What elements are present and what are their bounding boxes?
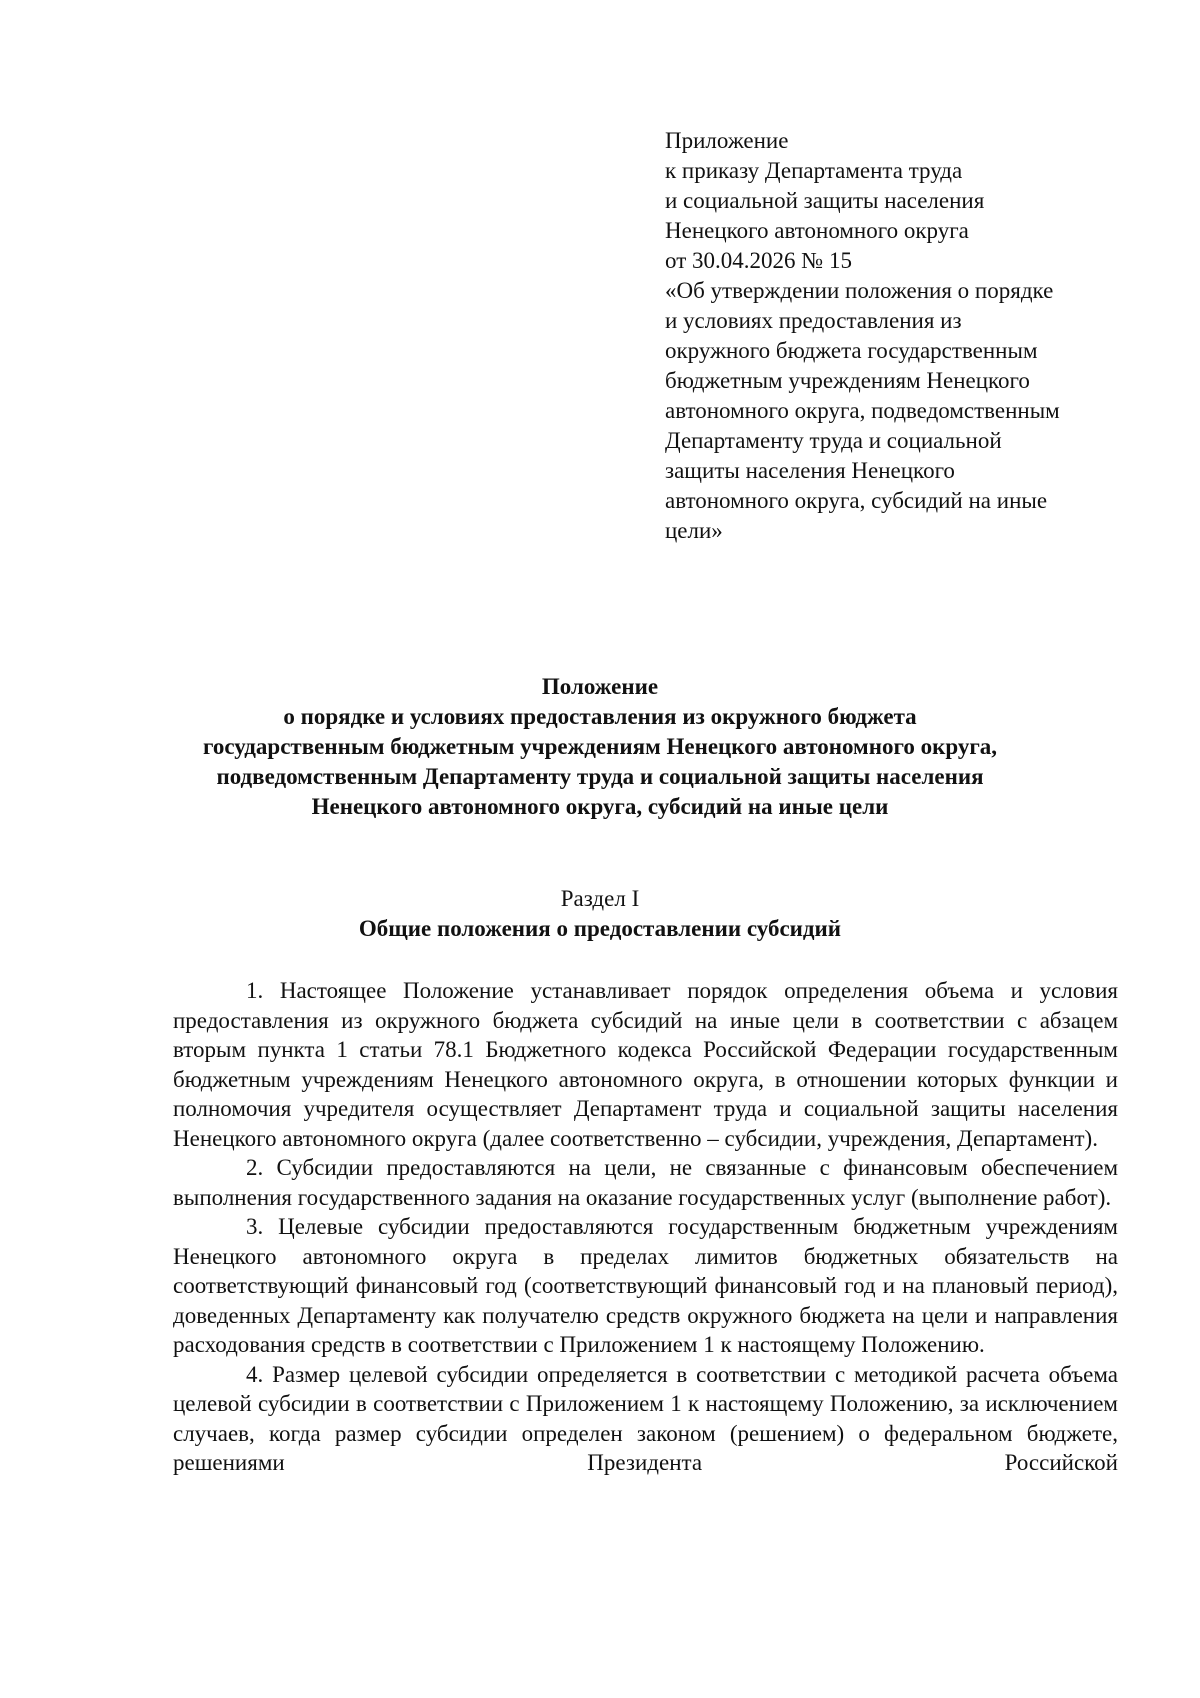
appendix-line: к приказу Департамента труда	[665, 158, 963, 183]
appendix-line: от 30.04.2026 № 15	[665, 248, 852, 273]
title-line: государственным бюджетным учреждениям Ненецкого автономного округа,	[202, 734, 998, 759]
appendix-line: бюджетным учреждениям Ненецкого	[665, 368, 1030, 393]
title-line: о порядке и условиях предоставления из окружного бюджета	[283, 704, 917, 729]
appendix-line: «Об утверждении положения о порядке	[665, 278, 1054, 303]
body-text	[173, 976, 1118, 1478]
appendix-line: Департаменту труда и социальной	[665, 428, 1002, 453]
section-label: Раздел I	[560, 886, 640, 911]
paragraph: 1. Настоящее Положение устанавливает порядок определения объема и условия предоставления из окружного бюджета субсидий на иные цели в соответствии с абзацем вторым пункта 1 статьи 78.1 Бюджетного кодекса Российской Федерации государственным бюджетным учреждениям Ненецкого автономного округа, в отношении которых функции и полномочия учредителя осуществляет Департамент труда и социальной защиты населения Ненецкого автономного округа (далее соответственно – субсидии, учреждения, Департамент).	[173, 978, 1118, 1151]
appendix-line: автономного округа, субсидий на иные	[665, 488, 1048, 513]
appendix-line: и социальной защиты населения	[665, 188, 985, 213]
appendix-header	[665, 126, 1135, 546]
paragraph: 3. Целевые субсидии предоставляются государственным бюджетным учреждениям Ненецкого автономного округа в пределах лимитов бюджетных обязательств на соответствующий финансовый год (соответствующий финансовый год и на плановый период), доведенных Департаменту как получателю средств окружного бюджета на цели и направления расходования средств в соответствии с Приложением 1 к настоящему Положению.	[173, 1214, 1118, 1357]
appendix-line: автономного округа, подведомственным	[665, 398, 1060, 423]
appendix-line: окружного бюджета государственным	[665, 338, 1038, 363]
appendix-line: Ненецкого автономного округа	[665, 218, 969, 243]
title-line: подведомственным Департаменту труда и социальной защиты населения	[216, 764, 984, 789]
title-line: Положение	[541, 674, 659, 699]
paragraph: 2. Субсидии предоставляются на цели, не связанные с финансовым обеспечением выполнения государственного задания на оказание государственных услуг (выполнение работ).	[173, 1155, 1118, 1210]
appendix-line: защиты населения Ненецкого	[665, 458, 955, 483]
title-line: Ненецкого автономного округа, субсидий на иные цели	[311, 794, 889, 819]
appendix-line: и условиях предоставления из	[665, 308, 962, 333]
paragraph: 4. Размер целевой субсидии определяется в соответствии с методикой расчета объема целевой субсидии в соответствии с Приложением 1 к настоящему Положению, за исключением случаев, когда размер субсидии определен законом (решением) о федеральном бюджете, решениями Президента Российской	[173, 1361, 1118, 1475]
appendix-line: цели»	[665, 518, 723, 543]
section-title: Общие положения о предоставлении субсидий	[358, 916, 842, 941]
document-title	[120, 672, 1080, 822]
appendix-line: Приложение	[665, 128, 789, 153]
